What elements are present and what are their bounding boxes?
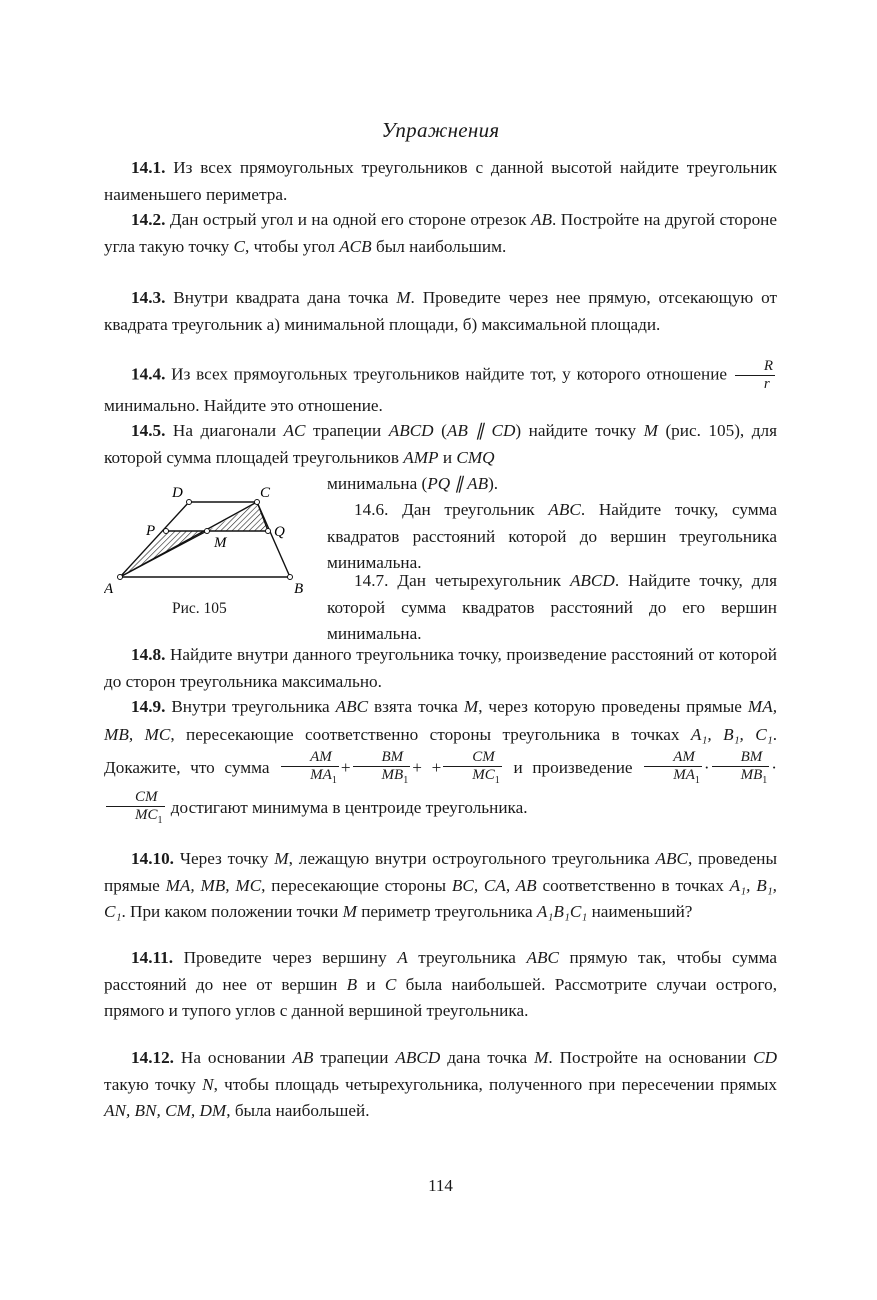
label-C: C — [260, 485, 271, 501]
label-Q: Q — [274, 524, 285, 540]
exercise-14-6: 14.6. Дан треугольник ABC. Найдите точку, сумма квадратов расстояний которой до вершин треугольника минимальна. — [327, 500, 778, 572]
fraction-BM-MB1: $\frac{BM}{MB_1}$ — [353, 749, 411, 789]
fraction-R-over-r: $\frac{R}{r}$ — [735, 358, 775, 393]
label-M: M — [214, 535, 227, 551]
label-P: P — [146, 523, 156, 539]
fraction-AM-MA1: $\frac{AM}{MA_1}$ — [281, 749, 339, 789]
label-B: B — [294, 581, 304, 597]
point-M — [205, 529, 210, 534]
fraction-BM-MB1-product: $\frac{BM}{MB_1}$ — [712, 749, 770, 789]
exercise-14-7: 14.7. Дан четырехугольник ABCD. Найдите точку, для которой сумма квадратов расстояний до его вершин минимальна. — [327, 571, 778, 643]
section-title: Упражнения — [381, 118, 500, 142]
label-A: A — [104, 581, 114, 597]
exercise-14-1: 14.1. Из всех прямоугольных треугольников с данной высотой найдите треугольник наименьшего периметра. — [104, 158, 778, 204]
exercise-14-9: 14.9. Внутри треугольника ABC взята точка M, через которую проведены прямые MA, MB, MC, пересекающие соответственно стороны треугольника в точках A₁, B₁, C₁. Докажите, что сумма $\frac{AM}{MA_1}$ + $\frac{BM}{MB_1}$ + + $\frac{CM}{MC_1}$ и произведение $\frac{AM}{MA_1}$ · $\frac{BM}{MB_1}$ · $\frac{CM}{MC_1}$ достигают минимума в центроиде треугольника. — [104, 693, 777, 829]
exercise-14-8: 14.8. Найдите внутри данного треугольника точку, произведение расстояний от которой до сторон треугольника максимально. — [104, 645, 777, 691]
page-number: 114 — [428, 1176, 453, 1195]
exercise-14-11: 14.11. Проведите через вершину A треугольника ABC прямую так, чтобы сумма расстояний до нее от вершин B и C была наибольшей. Рассмотрите случаи острого, прямого и тупого углов с данной вершиной треугольника. — [104, 948, 777, 1020]
figure-caption: Рис. 105 — [172, 600, 227, 617]
fraction-CM-MC1: $\frac{CM}{MC_1}$ — [443, 749, 502, 789]
point-A — [118, 575, 123, 580]
fraction-AM-MA1-product: $\frac{AM}{MA_1}$ — [644, 749, 702, 789]
exercise-14-2: 14.2. Дан острый угол и на одной его стороне отрезок AB. Постройте на другой стороне угла такую точку C, чтобы угол ACB был наибольшим. — [104, 210, 778, 256]
exercise-14-5-tail: минимальна (PQ ∥ AB). — [327, 474, 499, 493]
point-D — [187, 500, 192, 505]
point-C — [255, 500, 260, 505]
point-P — [164, 529, 169, 534]
point-Q — [266, 529, 271, 534]
exercise-14-3: 14.3. Внутри квадрата дана точка M. Проведите через нее прямую, отсекающую от квадрата треугольник а) минимальной площади, б) максимальной площади. — [104, 288, 778, 334]
exercise-14-4: 14.4. Из всех прямоугольных треугольников найдите тот, у которого отношение $\frac{R}{r}$ минимально. Найдите это отношение. — [104, 358, 774, 415]
exercise-14-12: 14.12. На основании AB трапеции ABCD дана точка M. Постройте на основании CD такую точку N, чтобы площадь четырехугольника, полученного при пересечении прямых AN, BN, CM, DM, была наибольшей. — [104, 1048, 778, 1120]
label-D: D — [172, 485, 183, 501]
point-B — [288, 575, 293, 580]
exercise-14-5: 14.5. На диагонали AC трапеции ABCD (AB ∥ CD) найдите точку M (рис. 105), для которой сумма площадей треугольников AMP и CMQ — [104, 421, 777, 467]
exercise-14-10: 14.10. Через точку M, лежащую внутри остроугольного треугольника ABC, проведены прямые MA, MB, MC, пересекающие стороны BC, CA, AB соответственно в точках A₁, B₁, C₁. При каком положении точки M периметр треугольника A₁B₁C₁ наименьший? — [104, 849, 777, 921]
fraction-CM-MC1-product: $\frac{CM}{MC_1}$ — [106, 789, 165, 829]
